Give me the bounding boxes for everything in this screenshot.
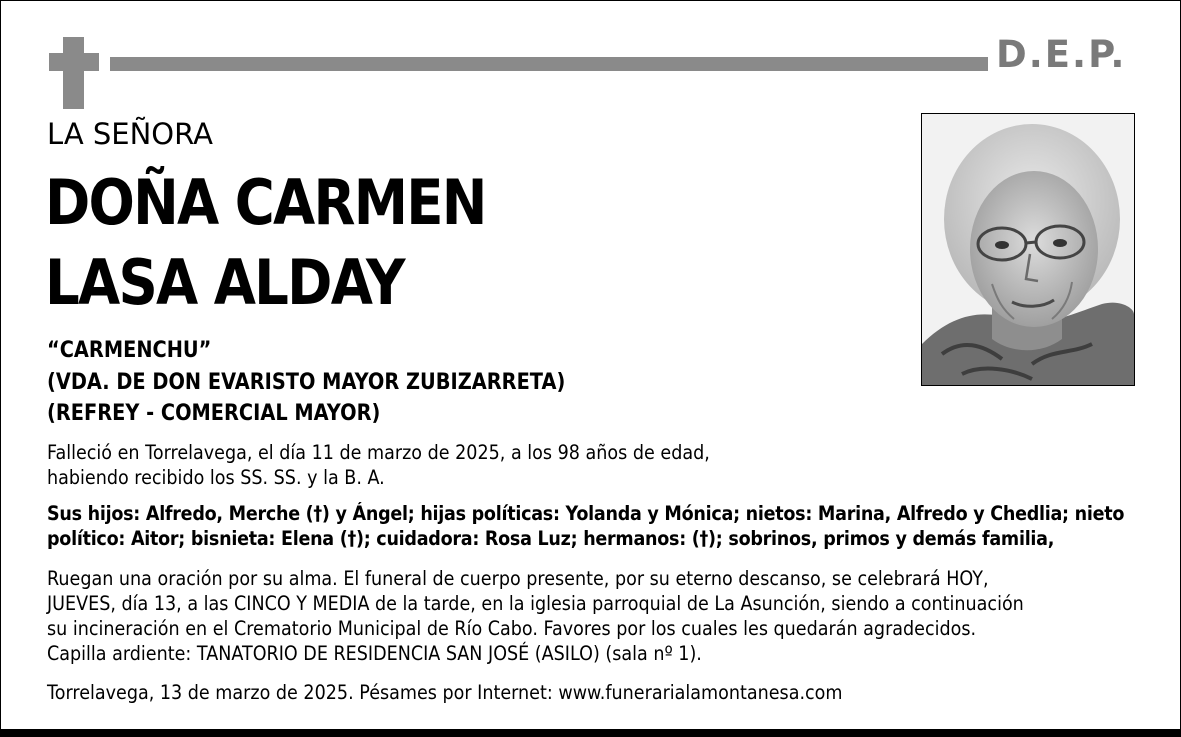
business-note: (REFREY - COMERCIAL MAYOR) xyxy=(47,401,381,426)
death-notice xyxy=(47,440,1132,490)
death-line-2: habiendo recibido los SS. SS. y la B. A. xyxy=(47,466,385,489)
deceased-name-line2: LASA ALDAY xyxy=(45,246,404,319)
funeral-line-2: JUEVES, día 13, a las CINCO Y MEDIA de la tarde, en la iglesia parroquial de La Asunción, siendo a continuación xyxy=(47,592,1024,615)
closing-line: Torrelavega, 13 de marzo de 2025. Pésames por Internet: www.funerarialamontanesa.com xyxy=(47,681,843,704)
family-list: Sus hijos: Alfredo, Merche (†) y Ángel; hijas políticas: Yolanda y Mónica; nietos: Marina, Alfredo y Chedlia; nieto político: Aitor; bisnieta: Elena (†); cuidadora: Rosa Luz; hermanos: (†); sobrinos, primos y demás familia, xyxy=(47,502,1125,550)
dep-heading: D.E.P. xyxy=(996,33,1127,76)
header-rule xyxy=(110,57,988,71)
portrait-photo xyxy=(921,113,1135,386)
nickname: “CARMENCHU” xyxy=(47,338,212,363)
funeral-line-1: Ruegan una oración por su alma. El funeral de cuerpo presente, por su eterno descanso, se celebrará HOY, xyxy=(47,567,989,590)
bottom-rule xyxy=(0,729,1181,737)
latin-cross-icon xyxy=(49,37,99,109)
deceased-name-line1: DOÑA CARMEN xyxy=(45,166,486,239)
funeral-line-4: Capilla ardiente: TANATORIO DE RESIDENCIA SAN JOSÉ (ASILO) (sala nº 1). xyxy=(47,642,702,665)
funeral-notice xyxy=(47,566,1132,666)
funeral-line-3: su incineración en el Crematorio Municipal de Río Cabo. Favores por los cuales les quedarán agradecidos. xyxy=(47,617,977,640)
death-line-1: Falleció en Torrelavega, el día 11 de marzo de 2025, a los 98 años de edad, xyxy=(47,441,710,464)
widow-note: (VDA. DE DON EVARISTO MAYOR ZUBIZARRETA) xyxy=(47,370,566,395)
intro-label: LA SEÑORA xyxy=(47,117,213,151)
